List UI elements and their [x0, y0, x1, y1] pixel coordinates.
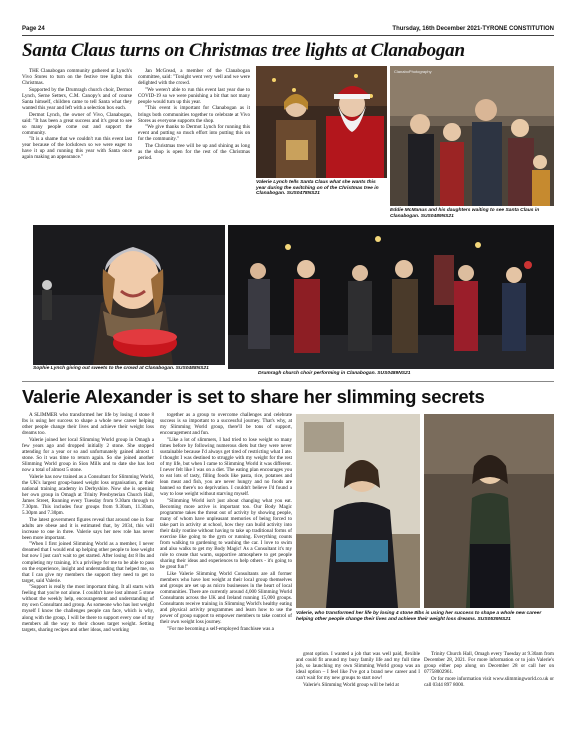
photo-valerie-before — [296, 414, 420, 608]
paragraph: The latest government figures reveal that around one in four adults are obese and it is estimated that, by 2034, this will increase to one in three. Valerie says her new role has never been more important. — [22, 516, 154, 541]
paragraph: together as a group to overcome challenges and celebrate success is so important to a successful journey. That's why, at my Slimming World group, there'll be tons of support, encouragement and fun. — [160, 412, 292, 437]
caption-santa: Valerie Lynch tells Santa Claus what she wants this year during the switching on of the Christmas tree in Clanabogan. SUS0478NS21 — [256, 180, 379, 197]
paragraph: "It is a shame that we couldn't run this event last year because of the lockdown so we were eager to have it up and running this year with Santa once again making an appearance." — [22, 136, 132, 161]
paragraph: THE Clanabogan community gathered at Lynch's Vivo Stores to turn on the festive tree lights this Christmas. — [22, 68, 132, 87]
paragraph: Trinity Church Hall, Omagh every Tuesday at 9.30am from December 28, 2021. For more information or to join Valerie's group either pop along on December 28 or call her on 07758002961. — [424, 651, 554, 676]
caption-valerie: Valerie, who transformed her life by losing 4 stone 8lbs is using her success to shape a whole new career helping other people change their lives and achieve their weight loss dreams. SUS0539NS21 — [296, 611, 542, 622]
paragraph: Or for more information visit www.slimmingworld.co.uk or call 0344 897 8000. — [424, 675, 554, 688]
paragraph: "For me becoming a self-employed franchisee was a — [167, 626, 274, 633]
paragraph: "We weren't able to run this event last year due to COVID-19 so we were punishing a bit that not many people would turn up this year. — [138, 86, 250, 105]
paragraph: "Support is really the most important thing. It all starts with feeling that you're not alone. I couldn't have lost almost 5 stone without the weekly help, encouragement and understanding of my own Consultant and group. As someone who has lost weight myself I know the challenges people can face, which is why, along with the group, I will be there to support every one of my members all the way to their chosen target weight. Setting targets, sharing recipes and other ideas, and working — [22, 584, 154, 633]
paragraph: great option. I wanted a job that was well paid, flexible and could fit around my busy family life and my full time job, so launching my own Slimming World group was an ideal option – I feel like I've got a brand new career and I can't wait for my new groups to start now! — [296, 651, 420, 682]
paragraph: Supported by the Drumragh church choir, Dermot Lynch, Serne Setters, C.M. Canopy's and of course Santa himself, children came to tell Santa what they wanted this year and left with a selection box each. — [22, 86, 132, 111]
photo-family — [390, 66, 554, 206]
caption-family: Eddie McManus and his daughters waiting to see Santa Claus in Clanabogan. SUS0489NS21 — [390, 208, 540, 219]
paragraph: Dermot Lynch, the owner of Vivo, Clanabogan, said: "It has been a great success and it's great to see so many people come out and support the community. — [22, 111, 132, 136]
paragraph: Valerie joined her local Slimming World group in Omagh a few years ago and dropped initially 2 stone. She stopped attending for a year or so and unfortunately gained almost 1 stone. So it was time to return again. So she joined another Slimming World group in Sion Mills and to date she has lost now a total of almost 5 stone. — [22, 436, 154, 474]
paragraph: "When I first joined Slimming World as a member, I never dreamed that I would end up helping other people to lose weight but now I just can't wait to get started. After losing 4st 8 lbs and completing my training, it's a privilege for me to be able to pass on the experience, insight and understanding that helped me, so that I can give my members the support they need to get to target, said Valerie. — [22, 541, 154, 584]
article2-column-2 — [160, 412, 292, 718]
photo-santa — [256, 66, 387, 178]
paragraph: Jan McGread, a member of the Clanabogan committee, said: "Tonight went very well and we were delighted with the crowd. — [138, 68, 250, 87]
photo-credit: ClanaboPhotography — [394, 69, 432, 74]
article1-column-2 — [138, 68, 250, 208]
header-rule — [22, 35, 554, 36]
paragraph: Valerie has now trained as a Consultant for Slimming World, the UK's largest group-based weight loss organisation, at their national training academy in Derbyshire. Now she is opening her own group in Omagh at Trinity Presbyterian Church Hall, James Street, Running every Tuesday from 9.30am through to 7.30pm. This includes four groups from 9.30am, 11.30am, 5.30pm and 7.30pm. — [22, 473, 154, 516]
paragraph: Like Valerie Slimming World Consultants are all former members who have lost weight at their local group themselves and groups are set up as micro businesses in the heart of local communities. There are currently around 4,000 Slimming World Consultants across the UK and Ireland running 15,000 groups. Consultants receive training in Slimming World's healthy eating and physical activity programmes and learn how to use the power of group support to empower members to take control of their own weight loss journey. — [160, 571, 292, 626]
article1-column-1 — [22, 68, 132, 208]
caption-choir: Drumragh church choir performing in Clanabogan. SUS0489NS21 — [258, 371, 411, 376]
article2-column-1 — [22, 412, 154, 718]
photo-valerie-after — [424, 414, 554, 608]
photo-choir — [228, 225, 554, 369]
article-divider — [22, 381, 554, 382]
paragraph: "This event is important for Clanabogan as it brings both communities together to celebrate at Vivo Stores as everyone supports the shop. — [138, 105, 250, 124]
headline-valerie: Valerie Alexander is set to share her slimming secrets — [22, 386, 485, 407]
paragraph: "Like a lot of slimmers, I had tried to lose weight so many times before by following numerous diets but they were never sustainable because I'd always get tired of restricting what I ate. I thought I was destined to struggle with my weight for the rest of my life, but when I came to Slimming World it was different. I never felt like I was on a diet. The eating plan encourages you to eat lots of tasty, filling foods like pasta, rice, potatoes and lean meat and fish, you are never hungry and no foods are banned so there's no deprivation. I couldn't believe I'd found a way to lose weight without starving myself. — [160, 436, 292, 498]
date-paper: Thursday, 16th December 2021-TYRONE CONSTITUTION — [392, 26, 554, 32]
paragraph: "Slimming World isn't just about changing what you eat. Becoming more active is important too. Our Body Magic programme takes the threat out of activity by showing people, many of whom have unpleasant memories of being forced to take part in activity at school, how they can build activity into their daily routine without having to take up traditional forms of exercise like going to the gym or running. Everything counts from walking to gardening to washing the car. I love to swim and also walks to get my Body Magic! As a Consultant it's my role to create that warm, supportive atmosphere to get people sharing their ideas and experiences to help others - it's going to be great fun!" — [160, 497, 292, 571]
headline-santa: Santa Claus turns on Christmas tree lights at Clanabogan — [22, 40, 465, 61]
caption-sophie: Sophie Lynch giving out sweets to the crowd at Clanabogan. SUS0488NS21 — [33, 366, 209, 371]
article2-column-4 — [424, 651, 554, 721]
page-header — [22, 26, 554, 38]
paragraph: Valerie's Slimming World group will be held at — [303, 681, 399, 688]
article2-column-3 — [296, 651, 420, 721]
photo-sophie — [33, 225, 225, 365]
paragraph: The Christmas tree will be up and shining as long as the shop is open for the rest of the Christmas period. — [138, 142, 250, 162]
page-number: Page 24 — [22, 26, 45, 32]
paragraph: "We give thanks to Dermot Lynch for running this event and putting so much effort into putting this on for the community." — [138, 124, 250, 143]
paragraph: A SLIMMER who transformed her life by losing 4 stone 8 lbs is using her success to shape a whole new career helping other people change their lives and achieve their weight loss dreams too. — [22, 412, 154, 437]
